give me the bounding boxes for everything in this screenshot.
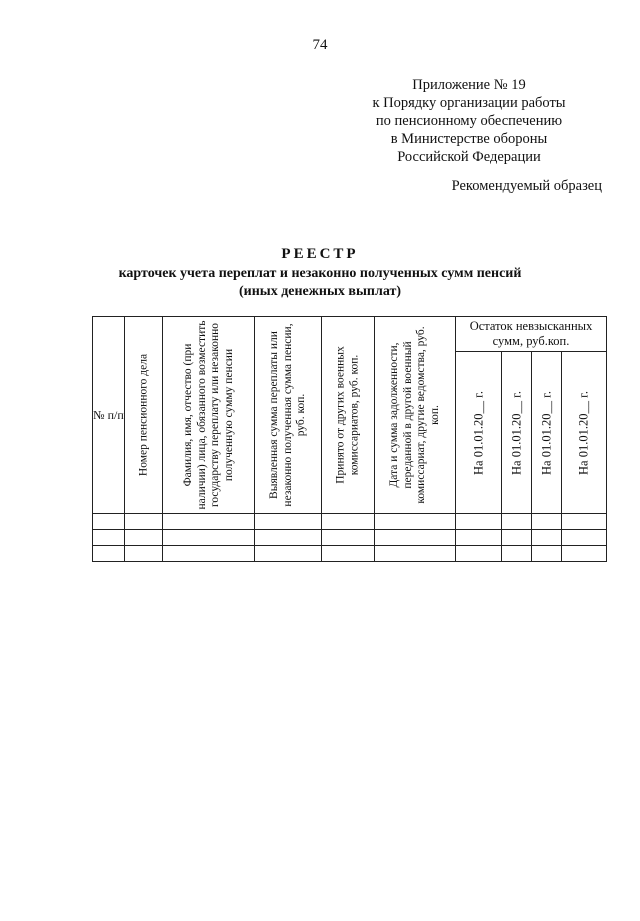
column-header-balance-date — [456, 352, 502, 514]
table-cell — [322, 530, 375, 546]
table-cell — [456, 546, 502, 562]
table-cell — [322, 546, 375, 562]
table-cell — [125, 530, 163, 546]
column-header-balance-date — [502, 352, 532, 514]
header-text: Фамилия, имя, отчество (при наличии) лица, обязанного возместить государству переплату или незаконно полученную сумму пенсии — [181, 320, 234, 510]
table-cell — [163, 514, 255, 530]
table-cell — [255, 514, 322, 530]
table-cell — [532, 546, 562, 562]
table-cell — [562, 530, 607, 546]
column-header-accepted — [322, 317, 375, 514]
page-number: 74 — [312, 37, 328, 53]
header-text: Выявленная сумма переплаты или незаконно полученная сумма пенсии, руб. коп. — [267, 323, 307, 507]
appendix-line: в Министерстве обороны — [390, 131, 548, 147]
column-header-full-name — [163, 317, 255, 514]
appendix-line: Приложение № 19 — [412, 77, 526, 93]
table-cell — [375, 514, 456, 530]
table-cell — [125, 546, 163, 562]
table-cell — [562, 546, 607, 562]
column-header-balance: Остаток невзысканных сумм, руб.коп. — [456, 317, 607, 352]
table-cell — [163, 530, 255, 546]
table-row — [93, 546, 607, 562]
table-cell — [322, 514, 375, 530]
column-header-identified-sum — [255, 317, 322, 514]
appendix-reference — [339, 76, 599, 166]
header-text: Номер пенсионного дела — [136, 353, 149, 477]
table-cell — [456, 530, 502, 546]
table-cell — [163, 546, 255, 562]
subtitle-line: (иных денежных выплат) — [238, 284, 402, 299]
document-title: РЕЕСТР — [281, 246, 359, 262]
table-cell — [255, 530, 322, 546]
header-text: На 01.01.20__ г. — [576, 390, 591, 475]
table-cell — [375, 530, 456, 546]
header-text: Дата и сумма задолженности, переданной в другой военный комиссариат, другие ведомства, руб. коп. — [388, 326, 441, 504]
header-text: На 01.01.20__ г. — [538, 390, 553, 475]
registry-table — [92, 316, 607, 562]
table-cell — [532, 530, 562, 546]
appendix-line: по пенсионному обеспечению — [375, 113, 563, 129]
table-cell — [562, 514, 607, 530]
header-text: Принято от других военных комиссариатов, руб. коп. — [334, 346, 360, 484]
table-row — [93, 530, 607, 546]
header-text: На 01.01.20__ г. — [470, 390, 485, 475]
header-text: На 01.01.20__ г. — [508, 390, 523, 475]
table-row — [93, 514, 607, 530]
column-header-balance-date — [532, 352, 562, 514]
table-cell — [125, 514, 163, 530]
table-cell — [93, 546, 125, 562]
table-cell — [255, 546, 322, 562]
table-cell — [375, 546, 456, 562]
column-header-balance-date — [562, 352, 607, 514]
table-cell — [532, 514, 562, 530]
appendix-line: к Порядку организации работы — [372, 95, 566, 111]
table-cell — [502, 546, 532, 562]
column-header-transferred — [375, 317, 456, 514]
table-cell — [93, 530, 125, 546]
sample-note: Рекомендуемый образец — [451, 178, 602, 194]
column-header-number: № п/п — [93, 317, 125, 514]
table-cell — [93, 514, 125, 530]
table-cell — [502, 514, 532, 530]
appendix-line: Российской Федерации — [397, 149, 541, 165]
document-subtitle — [0, 265, 640, 301]
table-cell — [456, 514, 502, 530]
table-cell — [502, 530, 532, 546]
subtitle-line: карточек учета переплат и незаконно полученных сумм пенсий — [118, 266, 522, 281]
column-header-case-number — [125, 317, 163, 514]
